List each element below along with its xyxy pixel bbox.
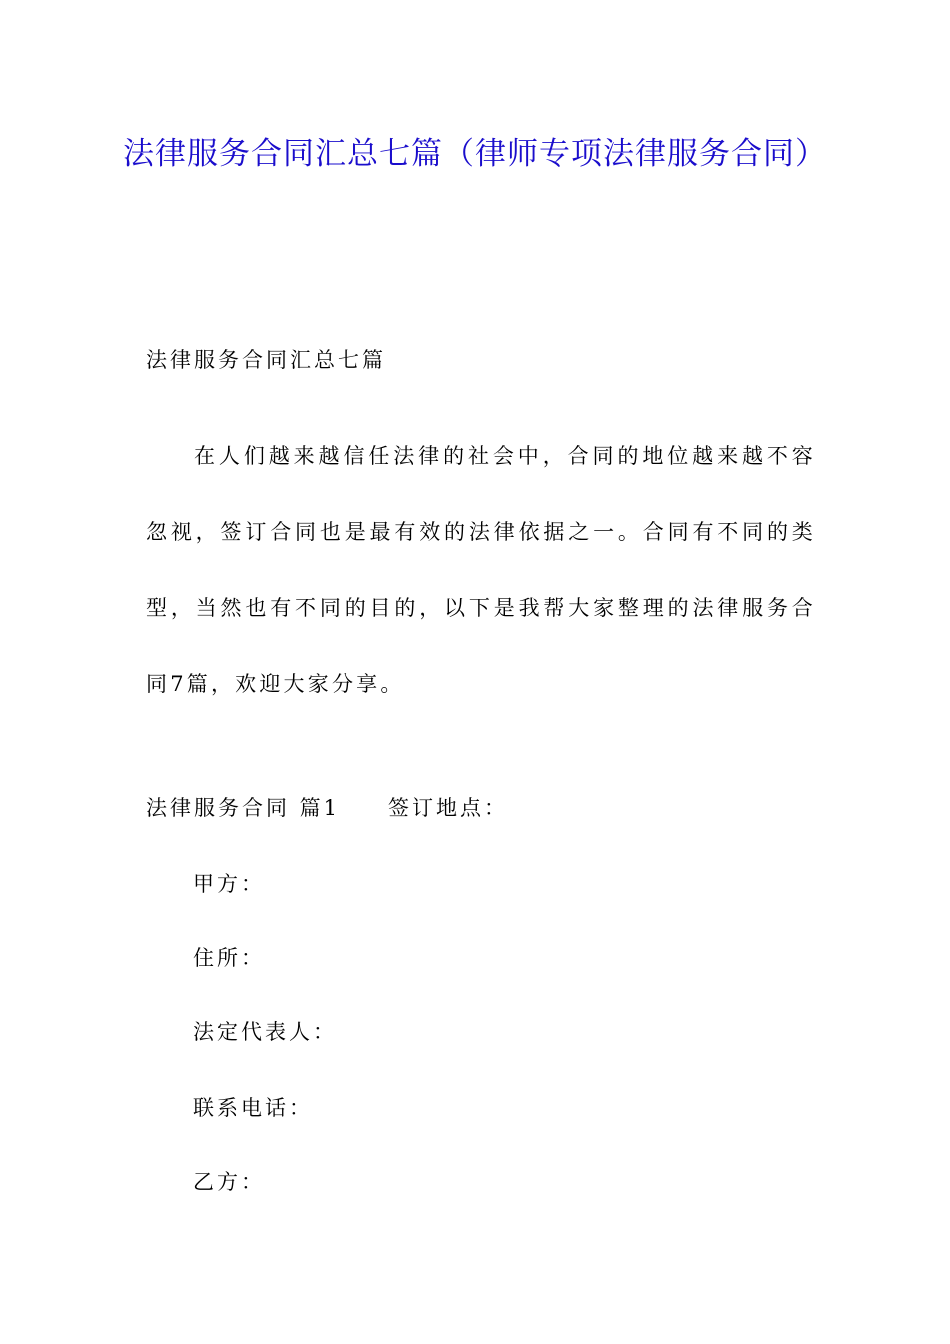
- party-a-label: 甲方：: [193, 872, 265, 896]
- section-heading: 法律服务合同汇总七篇: [146, 348, 386, 372]
- section-title-line: [146, 793, 508, 823]
- sign-place-label: 签订地点：: [388, 796, 509, 820]
- party-b-label: 乙方：: [193, 1170, 265, 1194]
- address-label: 住所：: [193, 946, 265, 970]
- intro-paragraph: 在人们越来越信任法律的社会中，合同的地位越来越不容忽视，签订合同也是最有效的法律依据之一。合同有不同的类型，当然也有不同的目的，以下是我帮大家整理的法律服务合同7篇，欢迎大家分享。: [146, 444, 816, 696]
- legal-rep-label: 法定代表人：: [193, 1020, 337, 1044]
- document-title: 法律服务合同汇总七篇（律师专项法律服务合同）: [123, 136, 827, 172]
- phone-label: 联系电话：: [193, 1096, 313, 1120]
- section-title: 法律服务合同 篇1: [146, 796, 341, 820]
